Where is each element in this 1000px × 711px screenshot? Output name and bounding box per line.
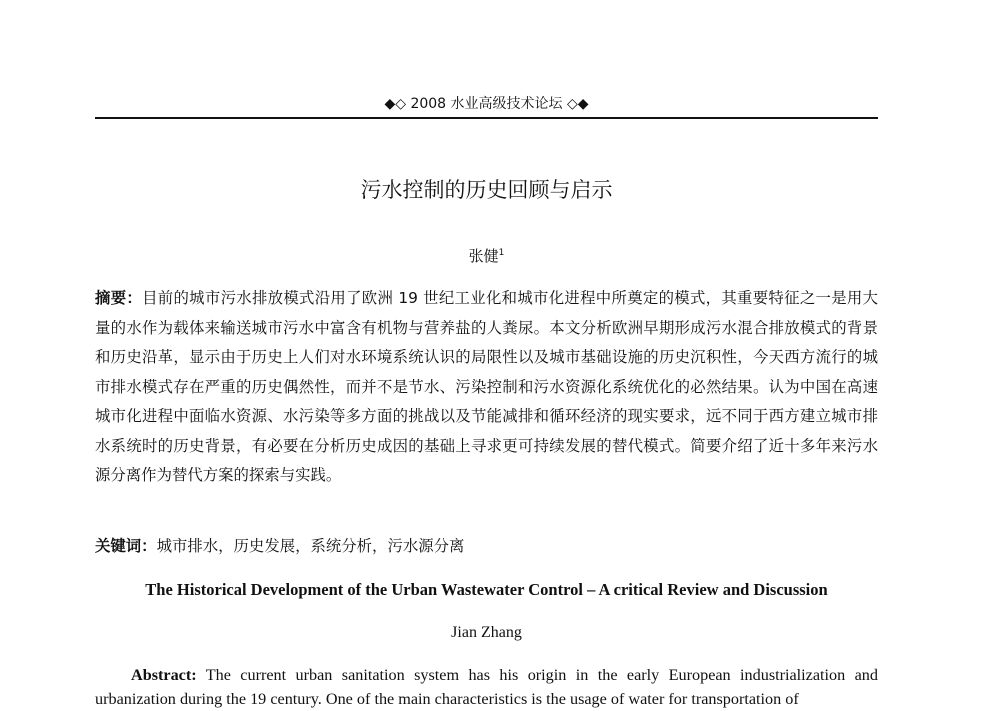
- keywords-cn: [95, 533, 878, 559]
- abstract-en-label: Abstract:: [131, 666, 197, 684]
- author-cn-affiliation-mark: 1: [498, 248, 505, 258]
- author-cn-name: 张健: [468, 247, 499, 265]
- abstract-cn-body: 目前的城市污水排放模式沿用了欧洲 19 世纪工业化和城市化进程中所奠定的模式，其重要特征之一是用大量的水作为载体来输送城市污水中富含有机物与营养盐的人粪尿。本文分析欧洲早期形成污水混合排放模式的背景和历史沿革，显示由于历史上人们对水环境系统认识的局限性以及城市基础设施的历史沉积性，今天西方流行的城市排水模式存在严重的历史偶然性，而并不是节水、污染控制和污水资源化系统优化的必然结果。认为中国在高速城市化进程中面临水资源、水污染等多方面的挑战以及节能减排和循环经济的现实要求，远不同于西方建立城市排水系统时的历史背景，有必要在分析历史成因的基础上寻求更可持续发展的替代模式。简要介绍了近十多年来污水源分离作为替代方案的探索与实践。: [95, 289, 878, 484]
- author-cn: [95, 242, 878, 267]
- running-header: ◆◇ 2008 水业高级技术论坛 ◇◆: [384, 96, 589, 112]
- abstract-en: [95, 663, 878, 711]
- paper-title-en: The Historical Development of the Urban Wastewater Control – A critical Review and Discussion: [145, 580, 828, 599]
- author-en: Jian Zhang: [451, 624, 522, 641]
- keywords-cn-label: 关键词：: [95, 537, 157, 555]
- header-rule: [95, 117, 878, 119]
- keywords-cn-body: 城市排水，历史发展，系统分析，污水源分离: [156, 537, 465, 555]
- abstract-en-body: The current urban sanitation system has his origin in the early European industrialization and urbanization during the 19 century. One of the main characteristics is the usage of water for transportation of: [95, 666, 878, 708]
- paper-title-cn: 污水控制的历史回顾与启示: [360, 178, 613, 202]
- abstract-cn: [95, 284, 878, 491]
- abstract-cn-label: 摘要：: [95, 289, 143, 307]
